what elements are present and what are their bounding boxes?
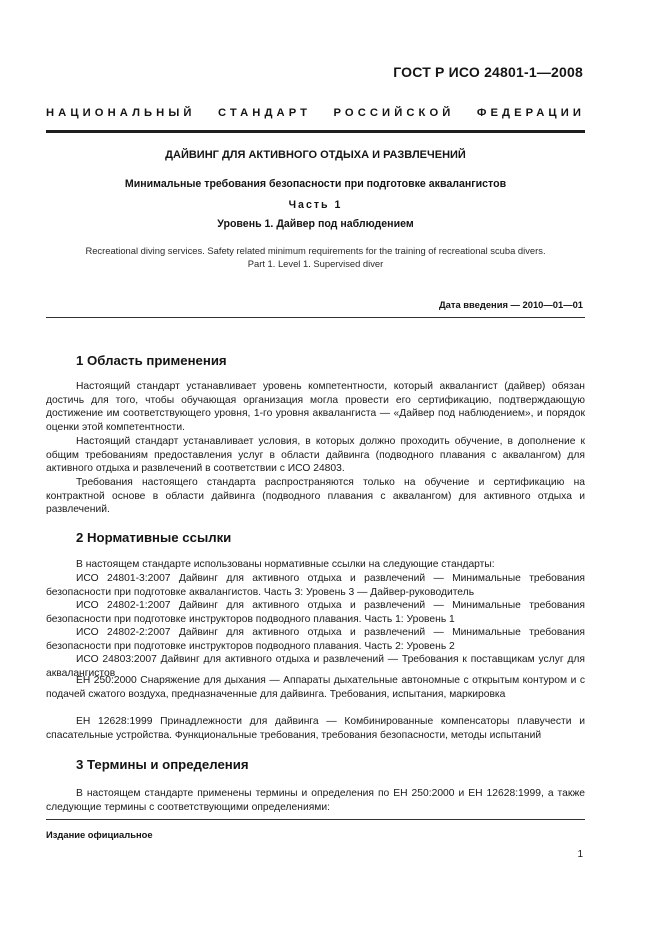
official-edition-label: Издание официальное — [46, 829, 153, 840]
document-subtitle: Минимальные требования безопасности при подготовке аквалангистов — [124, 178, 507, 190]
section-heading-terms-definitions: 3 Термины и определения — [76, 757, 249, 772]
reference-item: ИСО 24801-3:2007 Дайвинг для активного отдыха и развлечений — Минимальные требования безопасности при подготовке аквалангистов. Часть 3: Уровень 3 — Дайвер-руководитель — [46, 573, 585, 598]
page-number: 1 — [577, 849, 583, 860]
reference-item: ИСО 24802-1:2007 Дайвинг для активного отдыха и развлечений — Минимальные требования безопасности при подготовке инструкторов подводного плавания. Часть 1: Уровень 1 — [46, 600, 585, 625]
header-rule — [46, 130, 585, 133]
section-heading-normative-references: 2 Нормативные ссылки — [76, 530, 232, 545]
reference-item: ЕН 12628:1999 Принадлежности для дайвинга — Комбинированные компенсаторы плавучести и спасательные устройства. Функциональные требования, требования безопасности, методы испытаний — [46, 716, 585, 741]
reference-item: ЕН 250:2000 Снаряжение для дыхания — Аппараты дыхательные автономные с открытым контуром и с подачей сжатого воздуха, предназначенные для дайвинга. Требования, испытания, маркировка — [46, 675, 585, 700]
scope-paragraph: Требования настоящего стандарта распространяются только на обучение и сертификацию на контрактной основе в области дайвинга (подводного плавания с аквалангом) для активного отдыха и развлечений. — [46, 477, 585, 516]
english-title-line2: Part 1. Level 1. Supervised diver — [247, 258, 384, 269]
document-code: ГОСТ Р ИСО 24801-1—2008 — [393, 64, 583, 80]
section-heading-scope: 1 Область применения — [76, 353, 227, 368]
banner-word: ФЕДЕРАЦИИ — [476, 107, 585, 119]
national-standard-banner — [46, 107, 585, 119]
document-part: Часть 1 — [288, 199, 343, 211]
banner-word: СТАНДАРТ — [217, 107, 312, 119]
banner-word: РОССИЙСКОЙ — [333, 107, 455, 119]
terms-paragraph: В настоящем стандарте применены термины и определения по ЕН 250:2000 и ЕН 12628:1999, а также следующие термины с соответствующими определениями: — [46, 788, 585, 813]
introduction-date: Дата введения — 2010—01—01 — [438, 299, 583, 310]
reference-item: ИСО 24802-2:2007 Дайвинг для активного отдыха и развлечений — Минимальные требования безопасности при подготовке инструкторов подводного плавания. Часть 2: Уровень 2 — [46, 627, 585, 652]
document-level: Уровень 1. Дайвер под наблюдением — [217, 218, 414, 230]
references-intro: В настоящем стандарте использованы нормативные ссылки на следующие стандарты: — [76, 559, 495, 570]
scope-paragraph: Настоящий стандарт устанавливает условия, в которых должно проходить обучение, в дополнение к общим требованиям предоставления услуг в области дайвинга (подводного плавания с аквалангом) для активного отдыха и развлечений в соответствии с ИСО 24803. — [46, 436, 585, 475]
footer-rule — [46, 819, 585, 820]
reference-item: ИСО 24803:2007 Дайвинг для активного отдыха и развлечений — Требования к поставщикам услуг для аквалангистов — [46, 654, 585, 679]
english-title-line1: Recreational diving services. Safety related minimum requirements for the training of recreational scuba divers. — [85, 245, 546, 256]
date-rule — [46, 317, 585, 318]
banner-word: НАЦИОНАЛЬНЫЙ — [46, 107, 196, 119]
scope-paragraph: Настоящий стандарт устанавливает уровень компетентности, который аквалангист (дайвер) обязан достичь для того, чтобы обучающая организация могла провести его сертификацию, подтверждающую достижение им соответствующего уровня, 1-го уровня аквалангиста — «Дайвер под наблюдением», и порядок оценки этой компетентности. — [46, 381, 585, 433]
document-title: ДАЙВИНГ ДЛЯ АКТИВНОГО ОТДЫХА И РАЗВЛЕЧЕНИЙ — [165, 149, 466, 161]
